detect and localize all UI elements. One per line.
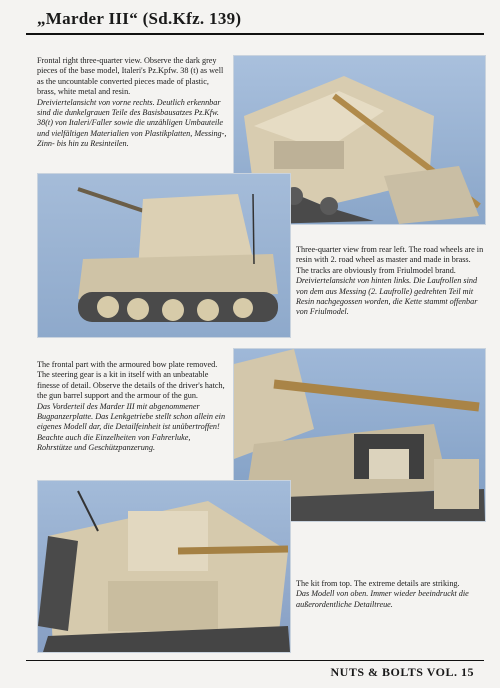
caption-english: Three-quarter view from rear left. The road wheels are in resin with 2. road wheel as master and made in brass. The tracks are obviously from Friulmodel brand. xyxy=(296,245,484,275)
caption-frontal-right xyxy=(37,56,229,150)
caption-frontal-part xyxy=(37,360,227,454)
footer-volume: NUTS & BOLTS VOL. 15 xyxy=(330,665,474,679)
caption-english: The kit from top. The extreme details are striking. xyxy=(296,579,460,588)
caption-english: Frontal right three-quarter view. Observe the dark grey pieces of the base model, Italeri's Pz.Kpfw. 38 (t) as well as the uncountable converted pieces made of plastic, brass, white metal and resin. xyxy=(37,56,224,97)
caption-german: Das Vorderteil des Marder III mit abgenommener Bugpanzerplatte. Das Lenkgetriebe stellt schon allein ein eigenes Modell dar, die Detailfeinheit ist unübertroffen! Beachte auch die Einzelheiten von Fahrerluke, Rohrstütze und Geschützpanzerung. xyxy=(37,401,226,453)
header-rule xyxy=(26,33,484,35)
caption-german: Dreiviertelansicht von hinten links. Die Laufrollen sind von dem aus Messing (2. Laufrolle) gedrehten Teil mit Resin nachgegossen worden, die Kette stammt offenbar von Friulmodel. xyxy=(296,276,478,317)
photo-top-view xyxy=(37,480,291,653)
caption-german: Das Modell von oben. Immer wieder beeindruckt die außerordentliche Detailtreue. xyxy=(296,589,469,609)
photo-rear-left-view xyxy=(37,173,291,338)
page-title: „Marder III“ (Sd.Kfz. 139) xyxy=(37,9,242,28)
caption-german: Dreiviertelansicht von vorne rechts. Deutlich erkennbar sind die dunkelgrauen Teile des Basisbausatzes Pz.Kfw. 38(t) von Italeri/Faller sowie die unzähligen Umbauteile und vielfältigen Materialien von Plastikplatten, Messing-, Zinn- bis hin zu Resinteilen. xyxy=(37,97,227,149)
caption-english: The frontal part with the armoured bow plate removed. The steering gear is a kit in itself with an unbeatable finesse of detail. Observe the details of the driver's hatch, the gun barrel support and the armour of the gun. xyxy=(37,360,225,401)
footer-rule xyxy=(26,660,484,661)
caption-top-view xyxy=(296,579,484,610)
caption-rear-left xyxy=(296,245,484,318)
